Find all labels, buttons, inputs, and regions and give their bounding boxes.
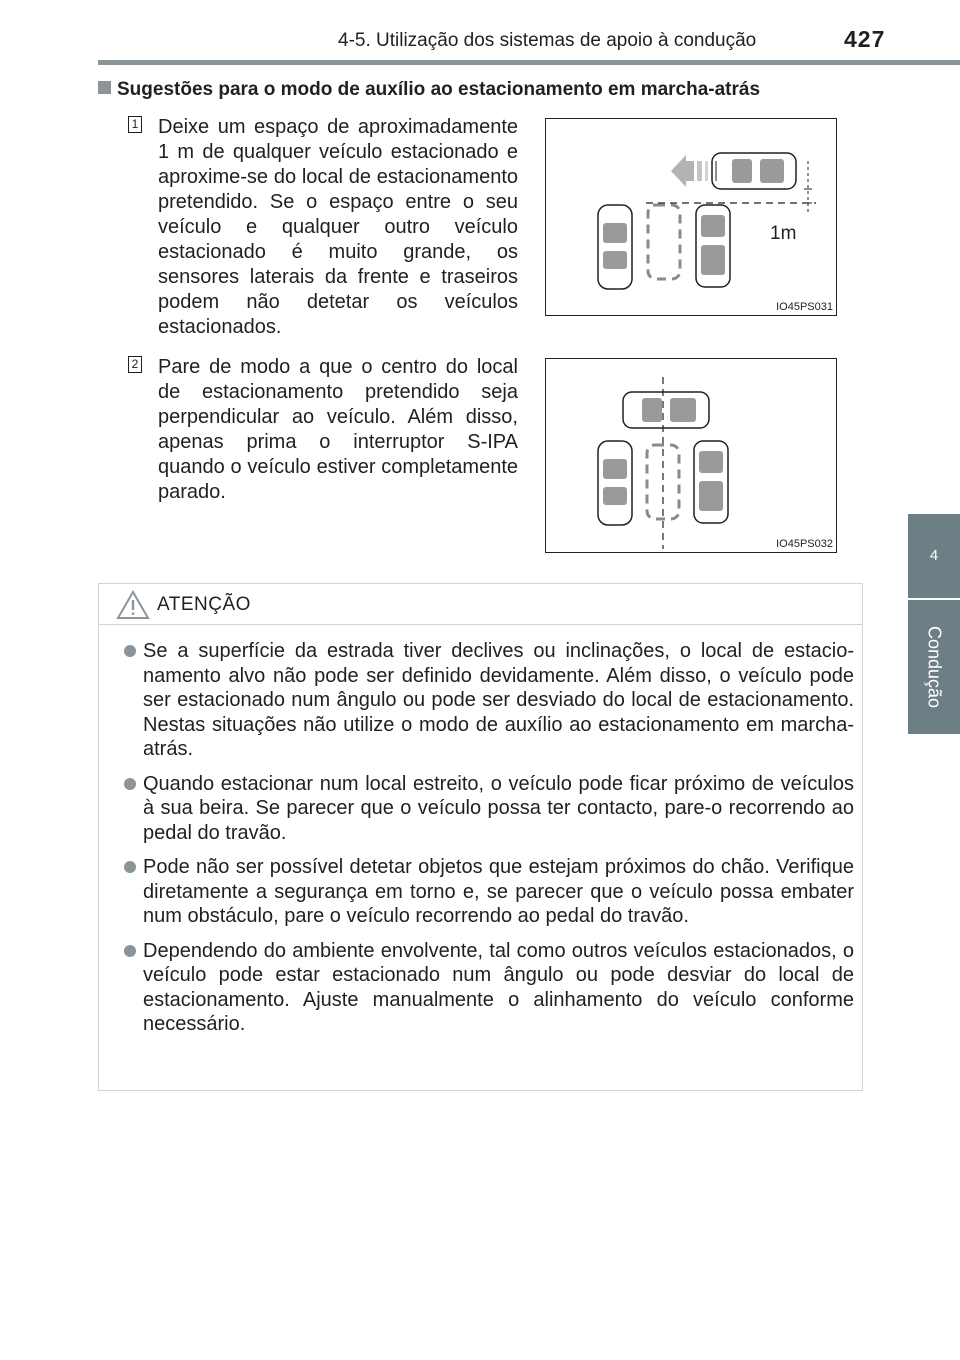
step-1-text: Deixe um espaço de aproximadamente 1 m de qualquer veículo estacionado e aproxime-se do local de estacionamento pretendido. Se o espaço entre o seu veículo e qualquer outro veículo estacionado é muito grande, os sensores laterais da frente e traseiros podem não detetar os veículos estacionados. xyxy=(158,116,518,338)
figure-step-1 xyxy=(545,118,837,316)
section-heading xyxy=(98,79,760,101)
step-number-2: 2 xyxy=(128,356,142,373)
car-top-icon xyxy=(712,153,796,189)
warning-list xyxy=(109,639,854,1047)
car-right-icon xyxy=(694,441,728,523)
car-left-icon xyxy=(598,441,632,525)
figure-code-1: IO45PS031 xyxy=(776,301,833,313)
heading-square-icon xyxy=(98,81,111,94)
car-top-icon xyxy=(623,392,709,428)
bullet-dot-icon xyxy=(124,861,136,873)
warning-item xyxy=(109,639,854,762)
parking-diagram-2 xyxy=(546,359,836,552)
figure-code-2: IO45PS032 xyxy=(776,538,833,550)
chapter-tab-label: Condução xyxy=(924,625,945,709)
warning-item xyxy=(109,939,854,1037)
bullet-dot-icon xyxy=(124,778,136,790)
arrow-left-icon xyxy=(671,155,708,187)
car-right-icon xyxy=(696,205,730,287)
warning-item xyxy=(109,855,854,929)
running-header: 4-5. Utilização dos sistemas de apoio à condução xyxy=(338,30,757,51)
target-space xyxy=(648,205,680,279)
target-space xyxy=(647,445,679,519)
warning-item-text: Dependendo do ambiente envolvente, tal como outros veículos estacionados, o veículo pode estar estacionado num ângulo ou pode desviar do local de estacionamento. Ajuste manualmente o alinhamento do veículo conforme necessário. xyxy=(143,939,854,1035)
step-number-1: 1 xyxy=(128,116,142,133)
warning-header xyxy=(99,584,862,625)
step-2-text: Pare de modo a que o centro do local de estacionamento pretendido seja perpendicular ao veículo. Além disso, apenas prima o interruptor S-IPA quando o veículo estiver completamente parado. xyxy=(158,356,518,503)
warning-box xyxy=(98,583,863,1091)
bullet-dot-icon xyxy=(124,645,136,657)
parking-diagram-1 xyxy=(546,119,836,315)
warning-triangle-icon xyxy=(116,590,150,620)
warning-title: ATENÇÃO xyxy=(157,594,251,615)
chapter-tab-number: 4 xyxy=(908,514,960,598)
warning-item xyxy=(109,772,854,846)
section-heading-text: Sugestões para o modo de auxílio ao estacionamento em marcha-atrás xyxy=(117,79,761,100)
warning-item-text: Se a superfície da estrada tiver declives ou inclinações, o local de estacionamento alvo não pode ser definido devidamente. Além disso, o veículo pode ser estacionado num ângulo ou pode ser desviado do local de estacionamento. Nestas situações não utilize o modo de auxílio ao estacionamento em marcha-atrás. xyxy=(143,640,854,760)
distance-label: 1m xyxy=(770,223,797,244)
bullet-dot-icon xyxy=(124,945,136,957)
header-rule xyxy=(98,60,960,65)
warning-item-text: Pode não ser possível detetar objetos que estejam próximos do chão. Verifique diretamente a segurança em torno e, se parecer que o veículo possa embater num obstáculo, pare o veículo recorrendo ao pedal do travão. xyxy=(143,856,854,927)
figure-step-2 xyxy=(545,358,837,553)
warning-item-text: Quando estacionar num local estreito, o veículo pode ficar próximo de veículos à sua beira. Se parecer que o veículo possa ter contacto, pare-o recorrendo ao pedal do travão. xyxy=(143,772,854,844)
car-left-icon xyxy=(598,205,632,289)
page-number: 427 xyxy=(844,26,886,52)
